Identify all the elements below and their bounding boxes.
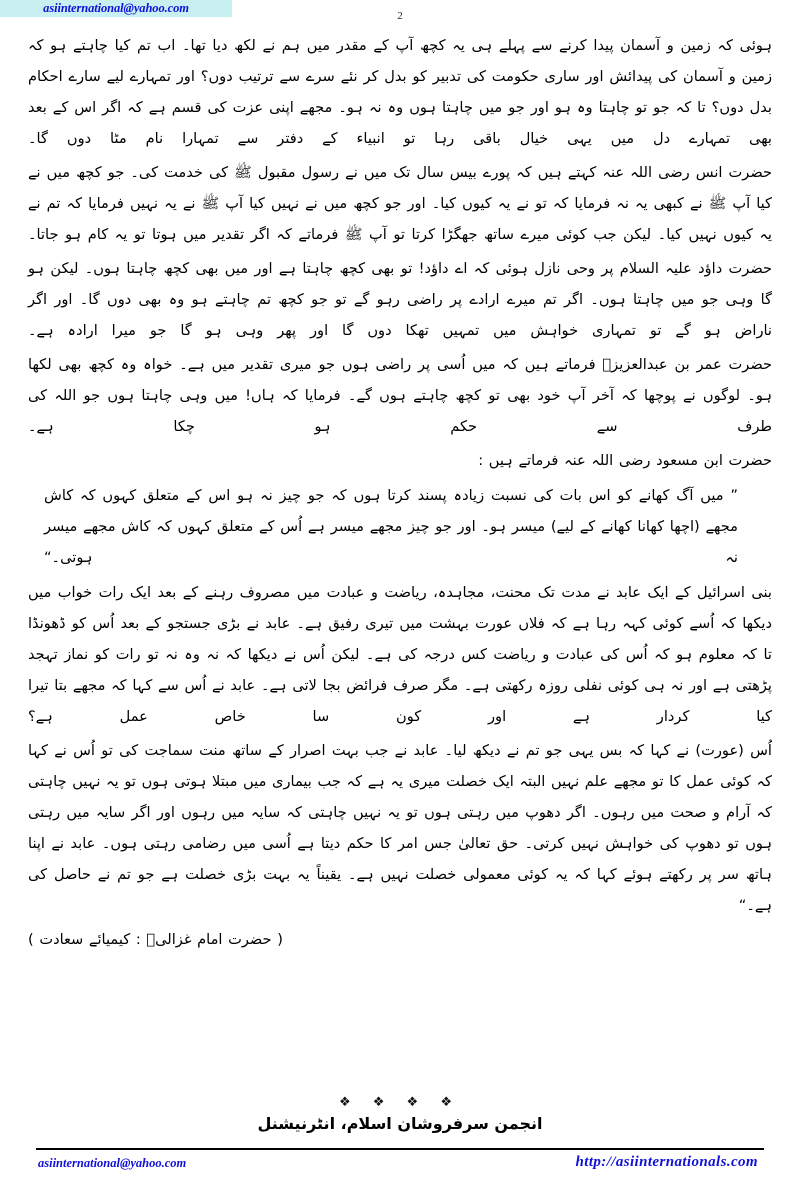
document-body <box>28 30 772 958</box>
footer-email-link[interactable]: asiinternational@yahoo.com <box>38 1156 187 1170</box>
paragraph-4: حضرت عمر بن عبدالعزیزؒ فرماتے ہیں کہ میں اُسی پر راضی ہوں جو میری تقدیر میں ہے۔ خواہ وہ کچھ بھی لکھا ہو۔ لوگوں نے پوچھا کہ آخر آپ خود بھی تو کچھ چاہتے ہوں گے۔ فرمایا کہ ہاں! میں وہی چاہتا ہوں جو اللہ کی طرف سے حکم ہو چکا ہے۔ <box>28 356 772 435</box>
quoted-passage: ” میں آگ کھانے کو اس بات کی نسبت زیادہ پسند کرتا ہوں کہ جو چیز نہ ہو اس کے متعلق کہوں کہ کاش مجھے (اچھا کھانا کھانے کے لیے) میسر ہو۔ اور جو چیز مجھے میسر ہے اُس کے متعلق کہوں کہ کاش مجھے میسر نہ ہوتی۔“ <box>44 487 738 566</box>
paragraph-7: بنی اسرائیل کے ایک عابد نے مدت تک محنت، مجاہدہ، ریاضت و عبادت میں مصروف رہنے کے بعد ایک رات خواب میں دیکھا کہ اُسے کوئی کہہ رہا ہے کہ فلاں عورت بہشت میں تیری رفیق ہے۔ عابد نے بڑی جستجو کے بعد اُس کو ڈھونڈا تا کہ معلوم ہو کہ اُس کی عبادت و ریاضت کس درجہ کی ہے۔ لیکن اُس نے دیکھا کہ نہ وہ نہ تو رات کو نماز تہجد پڑھتی ہے اور نہ ہی کوئی نفلی روزہ رکھتی ہے۔ مگر صرف فرائض بجا لاتی ہے۔ عابد نے اُس سے کہا کہ مجھے بتا تیرا کیا کردار ہے اور کون سا خاص عمل ہے؟ <box>28 584 772 725</box>
organization-name: انجمن سرفروشان اسلام، انٹرنیشنل <box>257 1114 543 1133</box>
paragraph-2: حضرت انس رضی اللہ عنہ کہتے ہیں کہ پورے بیس سال تک میں نے رسول مقبول ﷺ کی خدمت کی۔ جو کچھ میں نے کیا آپ ﷺ نے کبھی یہ نہ فرمایا کہ تو نے یہ کیوں کیا۔ اور جو کچھ میں نے نہیں کیا آپ ﷺ نے یہ نہیں فرمایا کہ تم نے یہ کیوں نہیں کیا۔ لیکن جب کوئی میرے ساتھ جھگڑا کرتا تو آپ ﷺ فرماتے کہ اگر تقدیر میں ہوتا تو یہ کام ہو جاتا۔ <box>28 164 772 243</box>
header-email-link[interactable]: asiinternational@yahoo.com <box>43 1 189 15</box>
paragraph-1: ہوئی کہ زمین و آسمان پیدا کرنے سے پہلے ہی یہ کچھ آپ کے مقدر میں ہم نے لکھ دیا تھا۔ اب تم کیا چاہتے ہو کہ زمین و آسمان کی پیدائش اور ساری حکومت کی تدبیر کو بدل کر نئے سرے سے ترتیب دوں؟ اور تمہارے لیے سارے احکام بدل دوں؟ تا کہ جو تو چاہتا وہ ہو اور جو میں چاہتا ہوں وہ نہ ہو۔ مجھے اپنی عزت کی قسم ہے کہ اگر اس کے بعد بھی تمہارے دل میں یہی خیال باقی رہا تو انبیاء کے دفتر سے تمہارا نام مٹا دوں گا۔ <box>28 37 772 147</box>
paragraph-3: حضرت داؤد علیہ السلام پر وحی نازل ہوئی کہ اے داؤد! تو بھی کچھ چاہتا ہے اور میں بھی کچھ چاہتا ہوں۔ لیکن ہو گا وہی جو میں چاہتا ہوں۔ اگر تم میرے ارادے پر راضی رہو گے تو جو کچھ تم چاہتے ہو وہ بھی دوں گا۔ اور اگر ناراض ہو گے تو تمہاری خواہش میں تمہیں تھکا دوں گا اور پھر وہی ہو گا جو میرا ارادہ ہے۔ <box>28 260 772 339</box>
footer-website-link[interactable]: http://asiinternationals.com <box>575 1154 758 1170</box>
source-attribution: ( حضرت امام غزالیؒ : کیمیائے سعادت ) <box>28 931 283 948</box>
footer-divider <box>36 1148 764 1150</box>
paragraph-8: اُس (عورت) نے کہا کہ بس یہی جو تم نے دیکھ لیا۔ عابد نے جب بہت اصرار کے ساتھ منت سماجت کی تو اُس نے کہا کہ کوئی عمل کا تو مجھے علم نہیں البتہ ایک خصلت میری یہ ہے کہ جب بیماری میں مبتلا ہوتی ہوں تو یہ نہیں چاہتی کہ آرام و صحت میں رہوں۔ اگر دھوپ میں رہتی ہوں تو یہ نہیں چاہتی کہ سایہ میں رہوں اور اگر سایہ میں رہتی ہوں تو دھوپ کی خواہش نہیں کرتی۔ حق تعالیٰ جس امر کا حکم دیتا ہے اُسی میں رضامی رہتی ہوں۔ عابد نے اپنا ہاتھ سر پر رکھتے ہوئے کہا کہ یہ کوئی معمولی خصلت نہیں ہے۔ یقیناً یہ بہت بڑی خصلت ہے جو تم نے حاصل کی ہے۔“ <box>28 742 772 914</box>
decorative-separator: ❖ ❖ ❖ ❖ <box>338 1095 461 1110</box>
quote-lead-in: حضرت ابن مسعود رضی اللہ عنہ فرماتے ہیں : <box>478 452 772 469</box>
page-number: 2 <box>397 10 403 22</box>
